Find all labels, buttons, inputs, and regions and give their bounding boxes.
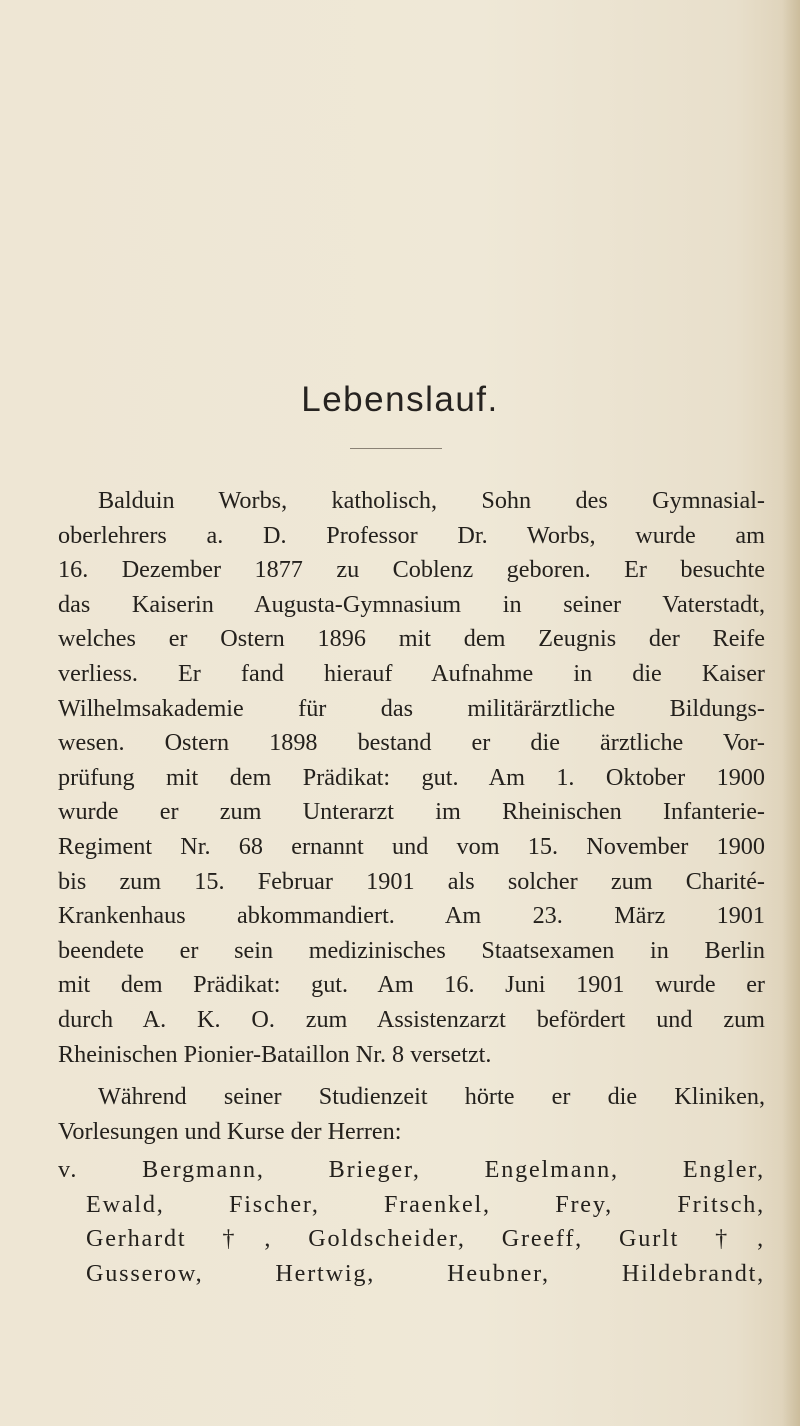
text-line: wurde er zum Unterarzt im Rheinischen Infanterie-: [58, 798, 765, 826]
text-line: oberlehrers a. D. Professor Dr. Worbs, wurde am: [58, 521, 765, 549]
biography-paragraph: [58, 484, 765, 1072]
text-line: verliess. Er fand hierauf Aufnahme in die Kaiser: [58, 659, 765, 687]
text-line: durch A. K. O. zum Assistenzarzt befördert und zum: [58, 1005, 765, 1033]
text-line: Regiment Nr. 68 ernannt und vom 15. November 1900: [58, 832, 765, 860]
text-line: welches er Ostern 1896 mit dem Zeugnis der Reife: [58, 625, 765, 653]
text-line: prüfung mit dem Prädikat: gut. Am 1. Oktober 1900: [58, 763, 765, 791]
text-line: Rheinischen Pionier-Bataillon Nr. 8 versetzt.: [58, 1040, 492, 1068]
text-line: Krankenhaus abkommandiert. Am 23. März 1901: [58, 902, 765, 930]
page-title: Lebenslauf.: [301, 380, 499, 419]
names-line: Ewald, Fischer, Fraenkel, Frey, Fritsch,: [86, 1190, 765, 1218]
text-line: Vorlesungen und Kurse der Herren:: [58, 1117, 402, 1145]
title-rule: [350, 448, 442, 449]
text-line: Balduin Worbs, katholisch, Sohn des Gymnasial-: [98, 487, 765, 514]
text-line: das Kaiserin Augusta-Gymnasium in seiner Vaterstadt,: [58, 590, 765, 618]
names-line: Gusserow, Hertwig, Heubner, Hildebrandt,: [86, 1259, 765, 1287]
text-line: wesen. Ostern 1898 bestand er die ärztliche Vor-: [58, 729, 765, 757]
text-line: Wilhelmsakademie für das militärärztliche Bildungs-: [58, 694, 765, 722]
studies-paragraph: [58, 1080, 765, 1149]
page-edge-shadow: [782, 0, 800, 1426]
text-line: 16. Dezember 1877 zu Coblenz geboren. Er besuchte: [58, 556, 765, 584]
names-line: Gerhardt †, Goldscheider, Greeff, Gurlt †,: [86, 1225, 765, 1253]
professors-list: [58, 1153, 765, 1291]
text-line: bis zum 15. Februar 1901 als solcher zum Charité-: [58, 867, 765, 895]
names-line: v. Bergmann, Brieger, Engelmann, Engler,: [58, 1156, 765, 1183]
text-line: Während seiner Studienzeit hörte er die Kliniken,: [98, 1083, 765, 1110]
text-line: mit dem Prädikat: gut. Am 16. Juni 1901 wurde er: [58, 971, 765, 999]
text-line: beendete er sein medizinisches Staatsexamen in Berlin: [58, 936, 765, 964]
